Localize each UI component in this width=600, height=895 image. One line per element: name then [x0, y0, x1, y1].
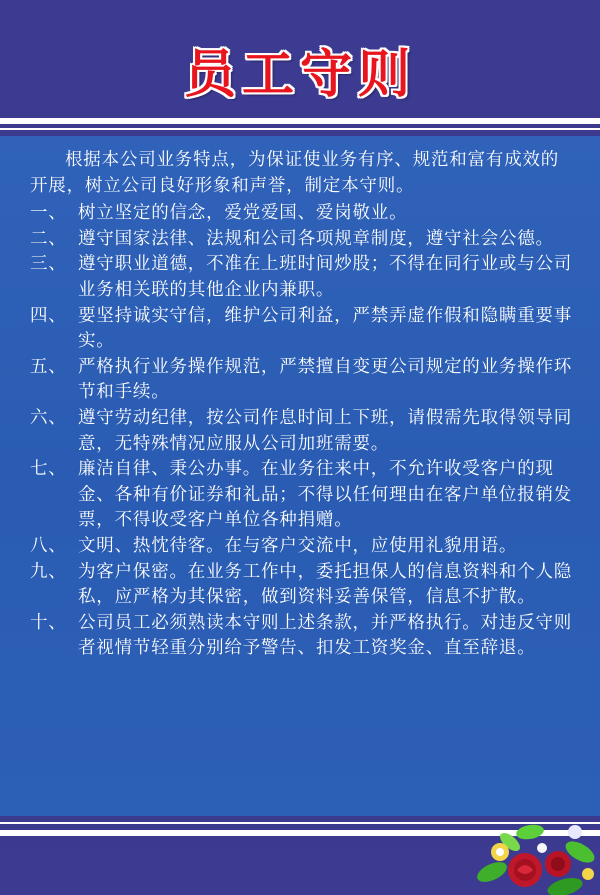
rule-number: 九、 — [30, 561, 67, 582]
rule-text: 遵守国家法律、法规和公司各项规章制度，遵守社会公德。 — [78, 228, 554, 249]
header-divider-thick — [0, 118, 600, 124]
page-title: 员工守则 — [183, 45, 416, 105]
rule-text: 要坚持诚实守信，维护公司利益，严禁弄虚作假和隐瞒重要事实。 — [78, 305, 573, 352]
rule-number: 二、 — [30, 228, 67, 249]
rule-text: 为客户保密。在业务工作中，委托担保人的信息资料和个人隐私，应严格为其保密，做到资料妥善保管，信息不扩散。 — [78, 561, 573, 608]
rule-number: 七、 — [30, 459, 67, 480]
rule-text: 遵守劳动纪律，按公司作息时间上下班，请假需先取得领导同意，无特殊情况应服从公司加班需要。 — [78, 407, 573, 454]
rule-number: 八、 — [30, 535, 67, 556]
rule-text: 严格执行业务操作规范，严禁擅自变更公司规定的业务操作环节和手续。 — [78, 356, 573, 403]
rule-number: 十、 — [30, 612, 67, 633]
rule-number: 三、 — [30, 254, 67, 275]
rule-text: 文明、热忱待客。在与客户交流中，应使用礼貌用语。 — [78, 535, 518, 556]
rule-number: 一、 — [30, 203, 67, 224]
rule-number: 四、 — [30, 305, 67, 326]
rule-item — [30, 406, 575, 457]
rule-text: 廉洁自律、秉公办事。在业务往来中，不允许收受客户的现金、各种有价证券和礼品；不得以任何理由在客户单位报销发票，不得收受客户单位各种捐赠。 — [78, 459, 573, 531]
rule-item — [30, 252, 575, 303]
rule-item — [30, 457, 575, 534]
rule-text: 遵守职业道德，不准在上班时间炒股；不得在同行业或与公司业务相关联的其他企业内兼职。 — [78, 254, 573, 300]
rule-item — [30, 355, 575, 406]
rule-text: 公司员工必须熟读本守则上述条款，并严格执行。对违反守则者视情节轻重分别给予警告、扣发工资奖金、直至辞退。 — [78, 612, 573, 659]
rule-item — [30, 611, 575, 662]
header-divider-thin — [0, 128, 600, 130]
rule-item — [30, 304, 575, 355]
rules-document — [30, 148, 575, 662]
rule-item — [30, 560, 575, 611]
rule-item — [30, 201, 575, 227]
rule-number: 五、 — [30, 356, 67, 377]
rule-text: 树立坚定的信念，爱党爱国、爱岗敬业。 — [78, 203, 408, 224]
rule-item — [30, 534, 575, 560]
flower-decoration — [470, 812, 600, 895]
intro-paragraph: 根据本公司业务特点，为保证使业务有序、规范和富有成效的开展，树立公司良好形象和声誉，制定本守则。 — [30, 150, 560, 196]
rule-item — [30, 227, 575, 253]
rule-number: 六、 — [30, 407, 67, 428]
